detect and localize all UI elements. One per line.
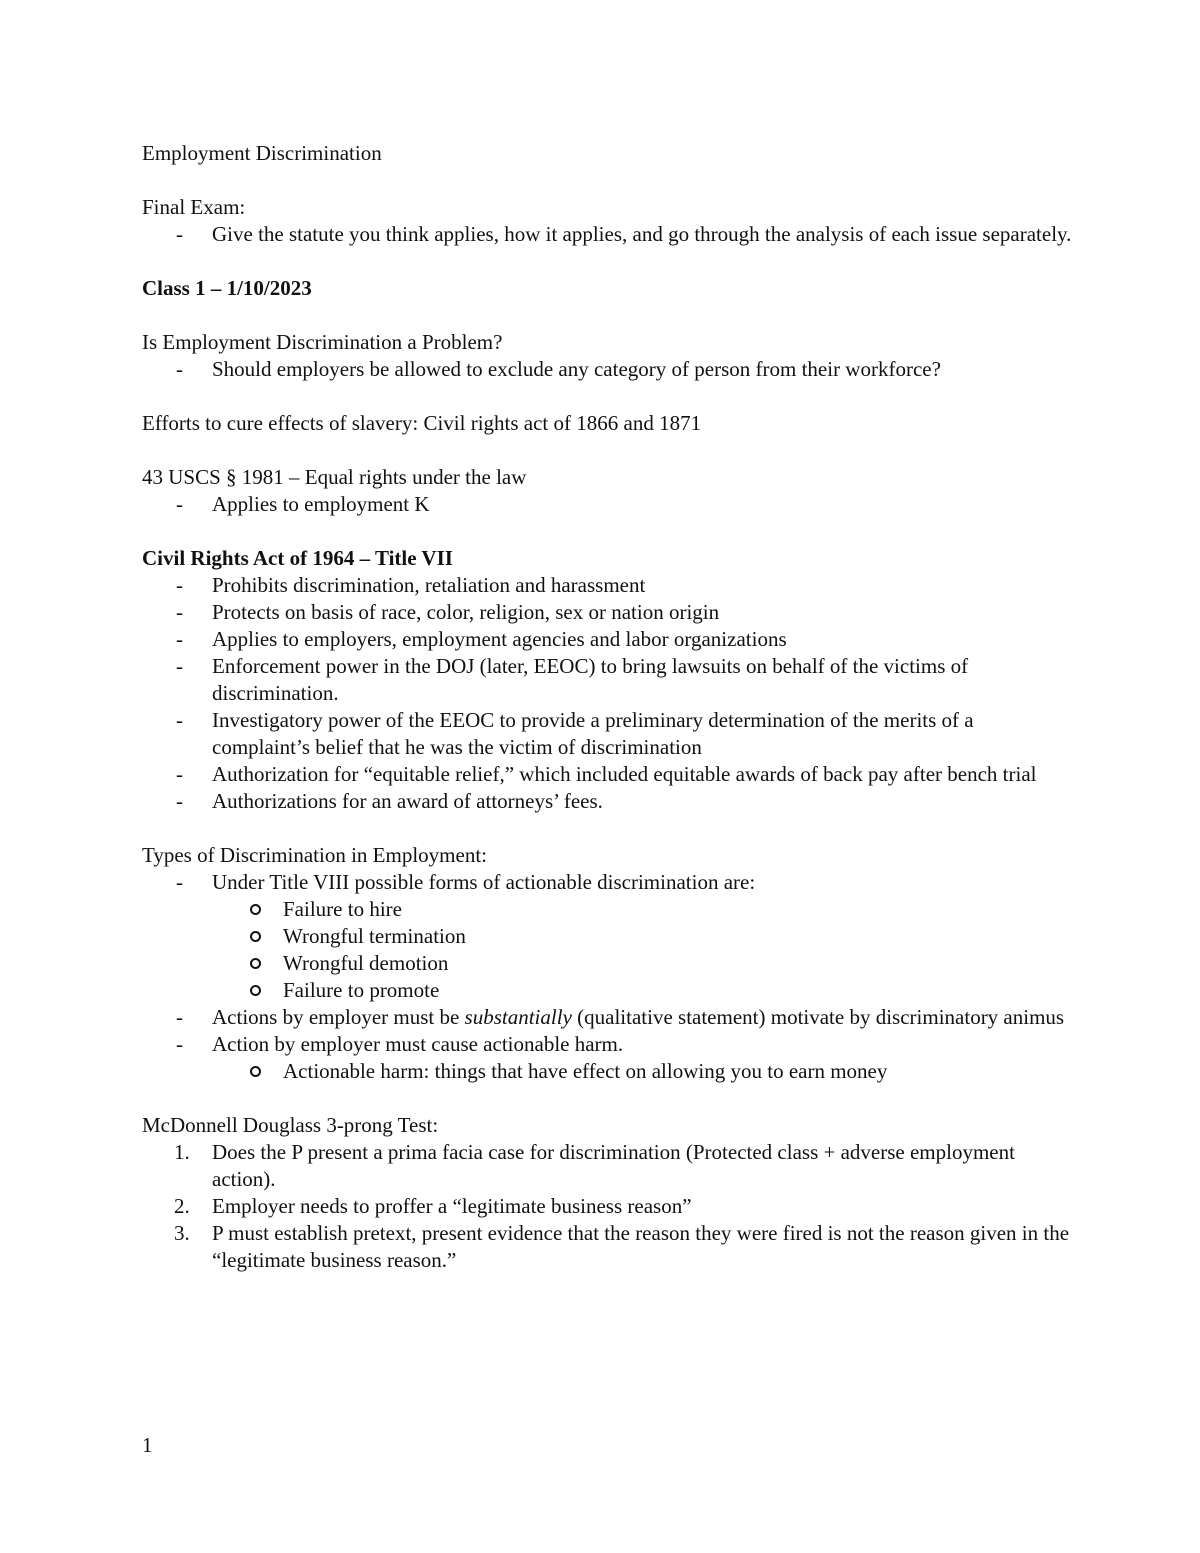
slavery-line: Efforts to cure effects of slavery: Civil rights act of 1866 and 1871 <box>142 411 702 435</box>
list-item-text: Authorization for “equitable relief,” which included equitable awards of back pay after bench trial <box>212 762 1037 786</box>
dash-bullet: - <box>176 708 183 732</box>
blank-line <box>142 437 1072 464</box>
types-heading: Types of Discrimination in Employment: <box>142 843 487 867</box>
blank-line <box>142 1085 1072 1112</box>
list-item <box>142 869 1072 896</box>
page-number: 1 <box>142 1433 153 1457</box>
final-exam-heading: Final Exam: <box>142 195 246 219</box>
list-item-text: Investigatory power of the EEOC to provide a preliminary determination of the merits of a complaint’s belief that he was the victim of discrimination <box>212 708 974 759</box>
blank-line <box>142 248 1072 275</box>
list-item-text: Action by employer must cause actionable harm. <box>212 1032 624 1056</box>
list-item-text: Authorizations for an award of attorneys’ fees. <box>212 789 603 813</box>
list-item <box>142 653 1072 707</box>
sub-list-item-text: Wrongful termination <box>283 924 466 948</box>
numbered-item <box>142 1193 1072 1220</box>
numbered-item-text: P must establish pretext, present evidence that the reason they were fired is not the reason given in the “legitimate business reason.” <box>212 1221 1070 1272</box>
numbered-item <box>142 1220 1072 1274</box>
dash-bullet: - <box>176 222 183 246</box>
blank-line <box>142 302 1072 329</box>
blank-line <box>142 167 1072 194</box>
problem-heading: Is Employment Discrimination a Problem? <box>142 330 503 354</box>
list-item <box>142 788 1072 815</box>
dash-bullet: - <box>176 492 183 516</box>
list-item <box>142 221 1072 248</box>
list-item <box>142 707 1072 761</box>
blank-line <box>142 518 1072 545</box>
dash-bullet: - <box>176 1032 183 1056</box>
sub-list-item <box>142 977 1072 1004</box>
sub-list-item-text: Wrongful demotion <box>283 951 449 975</box>
dash-bullet: - <box>176 762 183 786</box>
document-title: Employment Discrimination <box>142 141 382 165</box>
list-item-text: Protects on basis of race, color, religion, sex or nation origin <box>212 600 720 624</box>
list-item <box>142 599 1072 626</box>
numbered-item-text: Does the P present a prima facia case for discrimination (Protected class + adverse employment action). <box>212 1140 1015 1191</box>
list-item <box>142 356 1072 383</box>
mcdonnell-heading: McDonnell Douglass 3-prong Test: <box>142 1113 439 1137</box>
uscs-heading: 43 USCS § 1981 – Equal rights under the law <box>142 465 527 489</box>
sub-list-item-text: Failure to promote <box>283 978 440 1002</box>
list-item <box>142 1004 1072 1031</box>
list-item-text: Should employers be allowed to exclude any category of person from their workforce? <box>212 357 941 381</box>
sub-list-item <box>142 896 1072 923</box>
text-run: (qualitative statement) motivate by discriminatory animus <box>571 1005 1065 1029</box>
circle-bullet-icon <box>250 904 261 915</box>
circle-bullet-icon <box>250 931 261 942</box>
circle-bullet-icon <box>250 958 261 969</box>
list-item-text: Applies to employers, employment agencies and labor organizations <box>212 627 787 651</box>
dash-bullet: - <box>176 789 183 813</box>
circle-bullet-icon <box>250 1066 261 1077</box>
list-item <box>142 491 1072 518</box>
blank-line <box>142 383 1072 410</box>
list-item <box>142 626 1072 653</box>
circle-bullet-icon <box>250 985 261 996</box>
sub-list-item-text: Failure to hire <box>283 897 402 921</box>
sub-list-item <box>142 1058 1072 1085</box>
dash-bullet: - <box>176 573 183 597</box>
list-item <box>142 1031 1072 1058</box>
title-vii-heading: Civil Rights Act of 1964 – Title VII <box>142 546 453 570</box>
dash-bullet: - <box>176 654 183 678</box>
list-item-text <box>212 1005 1064 1029</box>
list-item <box>142 761 1072 788</box>
dash-bullet: - <box>176 627 183 651</box>
item-number: 2. <box>174 1194 190 1218</box>
list-item-text: Enforcement power in the DOJ (later, EEOC) to bring lawsuits on behalf of the victims of discrimination. <box>212 654 969 705</box>
item-number: 1. <box>174 1140 190 1164</box>
list-item-text: Give the statute you think applies, how it applies, and go through the analysis of each issue separately. <box>212 222 1072 246</box>
item-number: 3. <box>174 1221 190 1245</box>
numbered-item <box>142 1139 1072 1193</box>
sub-list-item <box>142 923 1072 950</box>
class-heading: Class 1 – 1/10/2023 <box>142 276 312 300</box>
blank-line <box>142 815 1072 842</box>
sub-list-item-text: Actionable harm: things that have effect on allowing you to earn money <box>283 1059 888 1083</box>
text-run: Actions by employer must be <box>212 1005 465 1029</box>
list-item <box>142 572 1072 599</box>
dash-bullet: - <box>176 1005 183 1029</box>
dash-bullet: - <box>176 357 183 381</box>
dash-bullet: - <box>176 870 183 894</box>
dash-bullet: - <box>176 600 183 624</box>
emphasis-text: substantially <box>464 1005 572 1029</box>
list-item-text: Applies to employment K <box>212 492 430 516</box>
numbered-item-text: Employer needs to proffer a “legitimate business reason” <box>212 1194 692 1218</box>
list-item-text: Prohibits discrimination, retaliation and harassment <box>212 573 646 597</box>
document-page <box>142 140 1072 1274</box>
list-item-text: Under Title VIII possible forms of actionable discrimination are: <box>212 870 756 894</box>
sub-list-item <box>142 950 1072 977</box>
